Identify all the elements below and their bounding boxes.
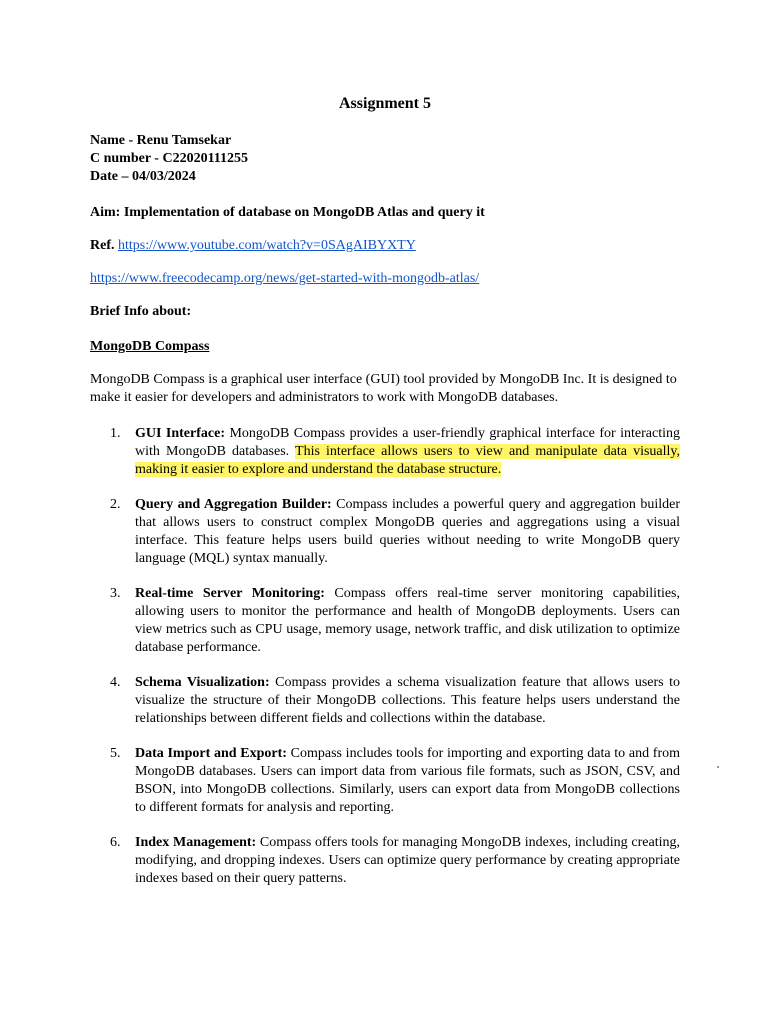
student-name: Name - Renu Tamsekar <box>90 133 232 148</box>
list-item-number: 3. <box>110 586 121 601</box>
submission-date: Date – 04/03/2024 <box>90 169 196 184</box>
list-item-term: GUI Interface: <box>135 426 225 441</box>
list-item-number: 6. <box>110 835 121 850</box>
list-item-text: MongoDB Compass provides a user-friendly graphical interface for interacting with MongoDB databases. <box>135 426 680 459</box>
list-item-number: 4. <box>110 675 121 690</box>
reference-label: Ref. <box>90 238 115 253</box>
freecodecamp-reference-link[interactable]: https://www.freecodecamp.org/news/get-started-with-mongodb-atlas/ <box>90 271 480 286</box>
list-item-term: Index Management: <box>135 835 257 850</box>
section-heading: MongoDB Compass <box>90 339 210 354</box>
aim-statement: Aim: Implementation of database on MongoDB Atlas and query it <box>90 205 485 220</box>
page-title: Assignment 5 <box>338 95 431 112</box>
list-item <box>90 745 680 817</box>
list-item-text: Compass includes tools for importing and exporting data to and from MongoDB databases. Users can import data from various file formats, such as JSON, CSV, and BSON, into MongoDB collections. Similarly, users can export data from MongoDB collections to different formats for analysis and reporting. <box>135 746 680 815</box>
student-info <box>90 132 248 186</box>
list-item <box>90 834 680 888</box>
list-item-text: Compass offers tools for managing MongoDB indexes, including creating, modifying, and dropping indexes. Users can optimize query performance by creating appropriate indexes based on their query patterns. <box>135 835 681 886</box>
student-c-number: C number - C22020111255 <box>90 151 249 166</box>
list-item-term: Query and Aggregation Builder: <box>135 497 332 512</box>
feature-list <box>90 425 680 905</box>
highlighted-text: This interface allows users to view and manipulate data visually, making it easier to explore and understand the database structure. <box>135 444 680 477</box>
list-item-term: Real-time Server Monitoring: <box>135 586 325 601</box>
list-item-text: Compass includes a powerful query and aggregation builder that allows users to construct complex MongoDB queries and aggregations using a visual interface. This feature helps users build queries without needing to write MongoDB query language (MQL) syntax manually. <box>135 497 680 566</box>
list-item-text: Compass offers real-time server monitoring capabilities, allowing users to monitor the performance and health of MongoDB deployments. Users can view metrics such as CPU usage, memory usage, network traffic, and disk utilization to optimize database performance. <box>135 586 681 655</box>
list-item-number: 5. <box>110 746 121 761</box>
list-item <box>90 674 680 728</box>
document-page <box>90 0 680 1024</box>
list-item-number: 1. <box>110 426 121 441</box>
list-item <box>90 496 680 568</box>
youtube-reference-link[interactable]: https://www.youtube.com/watch?v=0SAgAIBYXTY <box>118 238 416 253</box>
intro-paragraph: MongoDB Compass is a graphical user interface (GUI) tool provided by MongoDB Inc. It is designed to make it easier for developers and administrators to work with MongoDB databases. <box>90 372 677 405</box>
list-item-term: Data Import and Export: <box>135 746 287 761</box>
list-item-term: Schema Visualization: <box>135 675 270 690</box>
brief-info-heading: Brief Info about: <box>90 304 192 319</box>
list-item <box>90 425 680 479</box>
stray-mark <box>717 766 719 768</box>
list-item-number: 2. <box>110 497 121 512</box>
list-item-text: Compass provides a schema visualization feature that allows users to visualize the structure of their MongoDB collections. This feature helps users understand the relationships between different fields and collections within the database. <box>135 675 680 726</box>
list-item <box>90 585 680 657</box>
reference-line <box>90 237 416 255</box>
second-reference-line <box>90 270 479 288</box>
